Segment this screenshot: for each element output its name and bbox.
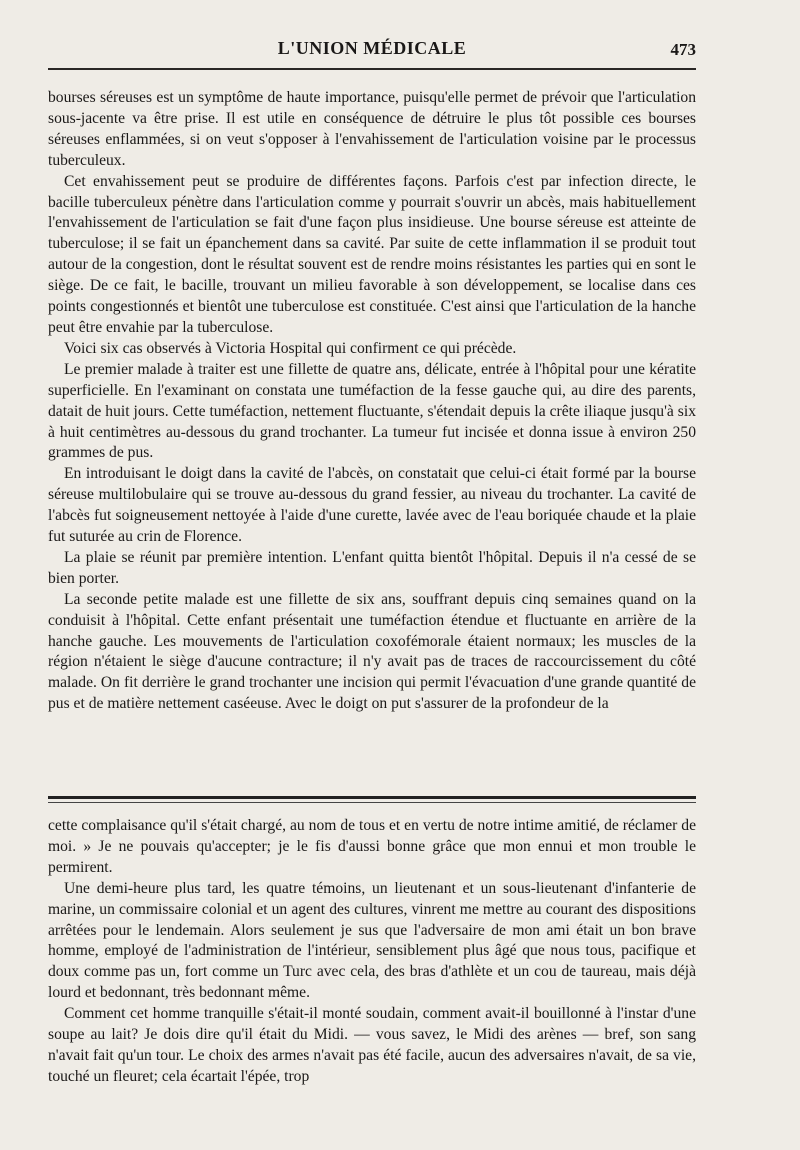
feuilleton-paragraph: cette complaisance qu'il s'était chargé, au nom de tous et en vertu de notre intime amitié, de réclamer de moi. » Je ne pouvais qu'accepter; je le fis d'aussi bonne grâce que mon ennui et mon trouble le permirent. (48, 817, 696, 876)
running-header (48, 32, 696, 66)
feuilleton-separator-thick (48, 796, 696, 799)
page-number: 473 (670, 40, 696, 59)
feuilleton-paragraph: Comment cet homme tranquille s'était-il monté soudain, comment avait-il bouillonné à l'instar d'une soupe au lait? Je dois dire qu'il était du Midi. — vous savez, le Midi des arènes — bref, son sang n'avait fait qu'un tour. Le choix des armes n'avait pas été facile, aucun des adversaires n'avait, de sa vie, touché un fleuret; cela écartait l'épée, trop (48, 1005, 696, 1085)
article-paragraph: bourses séreuses est un symptôme de haute importance, puisqu'elle permet de prévoir que l'articulation sous-jacente va être prise. Il est utile en conséquence de détruire le plus tôt possible ces bourses séreuses enflammées, si on veut s'opposer à l'envahissement de l'articulation voisine par le processus tuberculeux. (48, 89, 696, 169)
journal-title: L'UNION MÉDICALE (277, 38, 467, 58)
article-paragraph: Cet envahissement peut se produire de différentes façons. Parfois c'est par infection directe, le bacille tuberculeux pénètre dans l'articulation comme y pourrait s'ouvrir un abcès, mais habituellement l'envahissement de l'articulation se fait d'une façon plus insidieuse. Une bourse séreuse est atteinte de tuberculose; il se fait un épanchement dans sa cavité. Par suite de cette inflammation il se produit tout autour de la congestion, dont le résultat souvent est de rendre moins résistantes les parties qui en sont le siège. De ce fait, le bacille, trouvant un milieu favorable à son développement, se localise dans ces points congestionnés et bientôt une tuberculose est constituée. C'est ainsi que l'articulation de la hanche peut être envahie par la tuberculose. (48, 172, 696, 336)
header-rule (48, 68, 696, 70)
feuilleton-separator-thin (48, 802, 696, 803)
article-body (48, 88, 696, 715)
article-paragraph: La seconde petite malade est une fillette de six ans, souffrant depuis cinq semaines quand on la conduisit à l'hôpital. Cette enfant présentait une tuméfaction étendue et fluctuante en arrière de la hanche gauche. Les mouvements de l'articulation coxofémorale étaient normaux; les muscles de la région n'étaient le siège d'aucune contracture; il n'y avait pas de traces de raccourcissement du côté malade. On fit derrière le grand trochanter une incision qui permit l'évacuation d'une grande quantité de pus et de matière nettement caséeuse. Avec le doigt on put s'assurer de la profondeur de la (48, 590, 696, 713)
article-paragraph: Voici six cas observés à Victoria Hospital qui confirment ce qui précède. (64, 339, 517, 357)
feuilleton-paragraph: Une demi-heure plus tard, les quatre témoins, un lieutenant et un sous-lieutenant d'infanterie de marine, un commissaire colonial et un agent des cultures, vinrent me mettre au courant des dispositions arrêtées pour le lendemain. Alors seulement je sus que l'adversaire de mon ami était un bon brave homme, employé de l'administration de l'intérieur, sensiblement plus âgé que nous tous, pacifique et doux comme pas un, fort comme un Turc avec cela, des bras d'athlète et un cou de taureau, mais déjà lourd et bedonnant, très bedonnant même. (48, 879, 696, 1002)
article-paragraph: Le premier malade à traiter est une fillette de quatre ans, délicate, entrée à l'hôpital pour une kératite superficielle. En l'examinant on constata une tuméfaction de la fesse gauche qui, au dire des parents, datait de huit jours. Cette tuméfaction, nettement fluctuante, s'étendait depuis la crête iliaque jusqu'à six à huit centimètres au-dessous du grand trochanter. La tumeur fut incisée et donna issue à environ 250 grammes de pus. (48, 360, 696, 462)
article-paragraph: En introduisant le doigt dans la cavité de l'abcès, on constatait que celui-ci était formé par la bourse séreuse multilobulaire qui se trouve au-dessous du grand fessier, au niveau du trochanter. La cavité de l'abcès fut soigneusement nettoyée à l'aide d'une curette, lavée avec de l'eau boriquée chaude et la plaie fut suturée au crin de Florence. (48, 465, 696, 546)
article-paragraph: La plaie se réunit par première intention. L'enfant quitta bientôt l'hôpital. Depuis il n'a cessé de se bien porter. (48, 548, 696, 587)
feuilleton-body (48, 816, 696, 1088)
